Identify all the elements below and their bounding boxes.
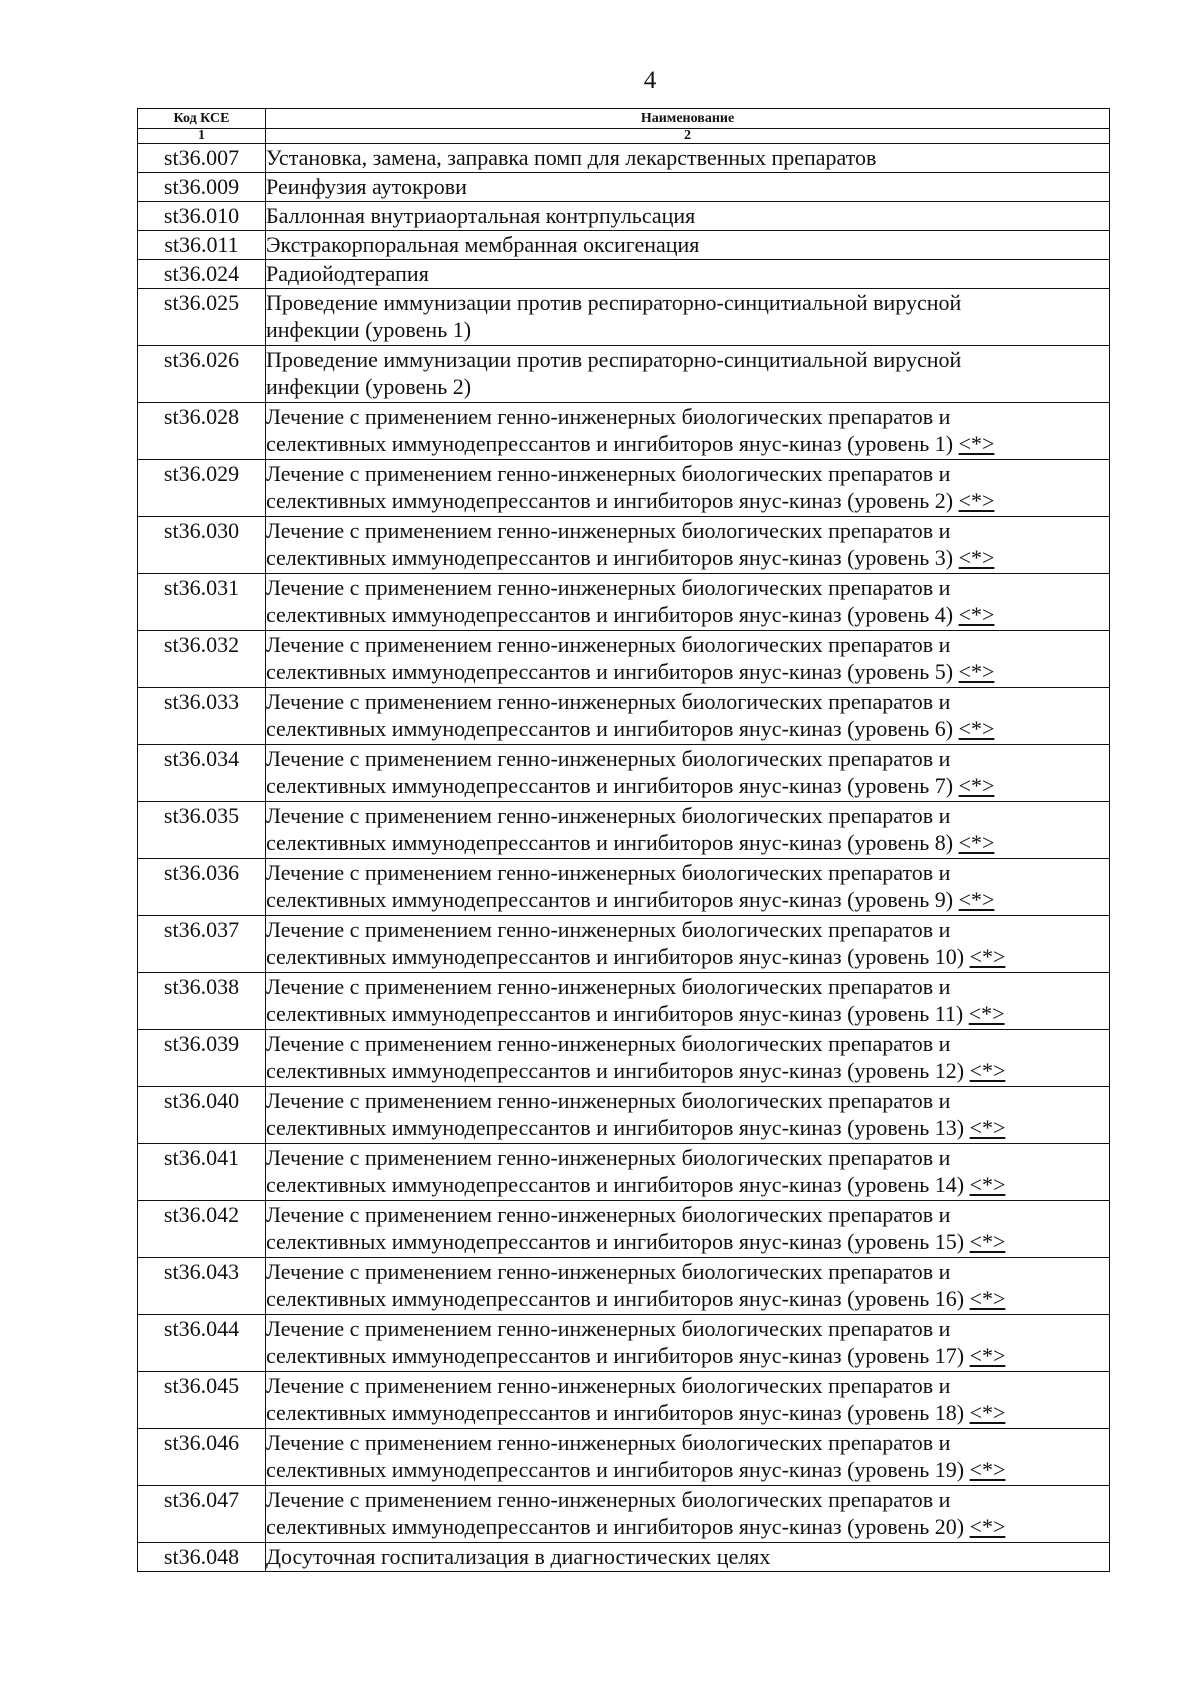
kse-name bbox=[266, 346, 1110, 403]
table-row bbox=[138, 802, 1110, 859]
kse-code: st36.048 bbox=[138, 1543, 266, 1572]
kse-name-line bbox=[266, 688, 1109, 715]
table-row bbox=[138, 745, 1110, 802]
kse-name-text: селективных иммунодепрессантов и ингибиторов янус-киназ (уровень 20) bbox=[266, 1514, 965, 1539]
kse-name-text: Лечение с применением генно-инженерных биологических препаратов и bbox=[266, 1259, 951, 1284]
table-row bbox=[138, 1030, 1110, 1087]
kse-name-line bbox=[266, 1201, 1109, 1228]
kse-name-line bbox=[266, 1228, 1109, 1255]
kse-name-line bbox=[266, 403, 1109, 430]
kse-name bbox=[266, 460, 1110, 517]
footnote-reference: <*> bbox=[969, 1343, 1006, 1368]
table-row bbox=[138, 260, 1110, 289]
kse-name bbox=[266, 1486, 1110, 1543]
table-row bbox=[138, 574, 1110, 631]
table-row bbox=[138, 1429, 1110, 1486]
kse-name-text: селективных иммунодепрессантов и ингибиторов янус-киназ (уровень 7) bbox=[266, 773, 954, 798]
kse-name-line bbox=[266, 829, 1109, 856]
footnote-reference: <*> bbox=[958, 602, 995, 627]
table-row bbox=[138, 517, 1110, 574]
kse-code: st36.031 bbox=[138, 574, 266, 631]
kse-name-text: Лечение с применением генно-инженерных биологических препаратов и bbox=[266, 632, 951, 657]
kse-name-line bbox=[266, 1258, 1109, 1285]
kse-name-text: Лечение с применением генно-инженерных биологических препаратов и bbox=[266, 803, 951, 828]
table-row bbox=[138, 1144, 1110, 1201]
kse-name-line bbox=[266, 1114, 1109, 1141]
kse-name-line bbox=[266, 173, 1109, 200]
kse-code: st36.042 bbox=[138, 1201, 266, 1258]
kse-name-line bbox=[266, 1315, 1109, 1342]
kse-name-line bbox=[266, 1285, 1109, 1312]
table-row bbox=[138, 973, 1110, 1030]
kse-name bbox=[266, 517, 1110, 574]
footnote-reference: <*> bbox=[958, 887, 995, 912]
footnote-reference: <*> bbox=[968, 1001, 1005, 1026]
kse-name-line bbox=[266, 460, 1109, 487]
kse-name-text: Лечение с применением генно-инженерных биологических препаратов и bbox=[266, 746, 951, 771]
kse-name-line bbox=[266, 487, 1109, 514]
kse-name-text: селективных иммунодепрессантов и ингибиторов янус-киназ (уровень 13) bbox=[266, 1115, 965, 1140]
table-row bbox=[138, 231, 1110, 260]
kse-name-line bbox=[266, 346, 1109, 373]
table-row bbox=[138, 1201, 1110, 1258]
kse-name-line bbox=[266, 260, 1109, 287]
table-row bbox=[138, 173, 1110, 202]
kse-name-line bbox=[266, 231, 1109, 258]
kse-table bbox=[137, 108, 1110, 1572]
kse-name-text: инфекции (уровень 1) bbox=[266, 317, 472, 342]
kse-name bbox=[266, 403, 1110, 460]
kse-name bbox=[266, 631, 1110, 688]
kse-name-text: селективных иммунодепрессантов и ингибиторов янус-киназ (уровень 14) bbox=[266, 1172, 965, 1197]
table-row bbox=[138, 1486, 1110, 1543]
kse-name-text: Лечение с применением генно-инженерных биологических препаратов и bbox=[266, 1487, 951, 1512]
kse-name-text: селективных иммунодепрессантов и ингибиторов янус-киназ (уровень 18) bbox=[266, 1400, 965, 1425]
footnote-reference: <*> bbox=[969, 1115, 1006, 1140]
kse-name-text: Лечение с применением генно-инженерных биологических препаратов и bbox=[266, 1316, 951, 1341]
kse-name-text: инфекции (уровень 2) bbox=[266, 374, 472, 399]
footnote-reference: <*> bbox=[969, 1172, 1006, 1197]
kse-name-text: Установка, замена, заправка помп для лекарственных препаратов bbox=[266, 145, 877, 170]
kse-name-text: Реинфузия аутокрови bbox=[266, 174, 467, 199]
kse-code: st36.039 bbox=[138, 1030, 266, 1087]
kse-code: st36.030 bbox=[138, 517, 266, 574]
kse-name bbox=[266, 802, 1110, 859]
kse-name-line bbox=[266, 772, 1109, 799]
header-row bbox=[138, 109, 1110, 129]
kse-name-text: селективных иммунодепрессантов и ингибиторов янус-киназ (уровень 6) bbox=[266, 716, 954, 741]
kse-name-line bbox=[266, 973, 1109, 1000]
table-row bbox=[138, 403, 1110, 460]
table-body bbox=[138, 144, 1110, 1572]
kse-name bbox=[266, 1201, 1110, 1258]
kse-code: st36.037 bbox=[138, 916, 266, 973]
kse-code: st36.010 bbox=[138, 202, 266, 231]
kse-name bbox=[266, 1372, 1110, 1429]
footnote-reference: <*> bbox=[958, 545, 995, 570]
kse-code: st36.032 bbox=[138, 631, 266, 688]
kse-name-text: Лечение с применением генно-инженерных биологических препаратов и bbox=[266, 917, 951, 942]
kse-name bbox=[266, 1429, 1110, 1486]
footnote-reference: <*> bbox=[958, 488, 995, 513]
kse-code: st36.041 bbox=[138, 1144, 266, 1201]
kse-code: st36.007 bbox=[138, 144, 266, 173]
kse-name-line bbox=[266, 943, 1109, 970]
kse-code: st36.028 bbox=[138, 403, 266, 460]
kse-name-line bbox=[266, 802, 1109, 829]
kse-name bbox=[266, 260, 1110, 289]
kse-code: st36.045 bbox=[138, 1372, 266, 1429]
kse-name-line bbox=[266, 1171, 1109, 1198]
kse-code: st36.036 bbox=[138, 859, 266, 916]
column-number-2: 2 bbox=[266, 129, 1110, 144]
kse-code: st36.033 bbox=[138, 688, 266, 745]
kse-code: st36.043 bbox=[138, 1258, 266, 1315]
kse-name-text: Экстракорпоральная мембранная оксигенация bbox=[266, 232, 700, 257]
kse-name-line bbox=[266, 1456, 1109, 1483]
kse-name bbox=[266, 202, 1110, 231]
footnote-reference: <*> bbox=[958, 830, 995, 855]
kse-name bbox=[266, 745, 1110, 802]
kse-name-text: Радиойодтерапия bbox=[266, 261, 429, 286]
kse-name-line bbox=[266, 715, 1109, 742]
kse-code: st36.044 bbox=[138, 1315, 266, 1372]
kse-name-text: Лечение с применением генно-инженерных биологических препаратов и bbox=[266, 1373, 951, 1398]
kse-name-line bbox=[266, 1030, 1109, 1057]
kse-name-text: Проведение иммунизации против респираторно-синцитиальной вирусной bbox=[266, 290, 962, 315]
kse-code: st36.029 bbox=[138, 460, 266, 517]
kse-name bbox=[266, 1030, 1110, 1087]
table-row bbox=[138, 631, 1110, 688]
kse-name-line bbox=[266, 517, 1109, 544]
kse-name-text: селективных иммунодепрессантов и ингибиторов янус-киназ (уровень 15) bbox=[266, 1229, 965, 1254]
kse-name-line bbox=[266, 601, 1109, 628]
kse-code: st36.034 bbox=[138, 745, 266, 802]
kse-name-text: Досуточная госпитализация в диагностических целях bbox=[266, 1544, 771, 1569]
kse-name bbox=[266, 231, 1110, 260]
kse-name-text: Лечение с применением генно-инженерных биологических препаратов и bbox=[266, 1088, 951, 1113]
kse-name-text: Лечение с применением генно-инженерных биологических препаратов и bbox=[266, 1145, 951, 1170]
kse-name-line bbox=[266, 316, 1109, 343]
kse-code: st36.046 bbox=[138, 1429, 266, 1486]
kse-code: st36.025 bbox=[138, 289, 266, 346]
kse-name-line bbox=[266, 1057, 1109, 1084]
footnote-reference: <*> bbox=[969, 1514, 1006, 1539]
table-row bbox=[138, 1372, 1110, 1429]
kse-code: st36.011 bbox=[138, 231, 266, 260]
kse-name bbox=[266, 574, 1110, 631]
kse-code: st36.009 bbox=[138, 173, 266, 202]
footnote-reference: <*> bbox=[969, 944, 1006, 969]
kse-name-line bbox=[266, 1372, 1109, 1399]
kse-name-line bbox=[266, 544, 1109, 571]
kse-name-line bbox=[266, 745, 1109, 772]
kse-name bbox=[266, 1543, 1110, 1572]
kse-name-text: селективных иммунодепрессантов и ингибиторов янус-киназ (уровень 10) bbox=[266, 944, 965, 969]
kse-code: st36.035 bbox=[138, 802, 266, 859]
footnote-reference: <*> bbox=[969, 1229, 1006, 1254]
kse-name bbox=[266, 916, 1110, 973]
kse-name-line bbox=[266, 574, 1109, 601]
kse-name bbox=[266, 1258, 1110, 1315]
footnote-reference: <*> bbox=[969, 1286, 1006, 1311]
kse-name-text: Лечение с применением генно-инженерных биологических препаратов и bbox=[266, 1202, 951, 1227]
header-code: Код КСЕ bbox=[138, 109, 266, 129]
footnote-reference: <*> bbox=[958, 773, 995, 798]
kse-code: st36.038 bbox=[138, 973, 266, 1030]
kse-name-line bbox=[266, 430, 1109, 457]
kse-name-line bbox=[266, 658, 1109, 685]
kse-name-line bbox=[266, 886, 1109, 913]
kse-name-text: селективных иммунодепрессантов и ингибиторов янус-киназ (уровень 2) bbox=[266, 488, 954, 513]
table-row bbox=[138, 1087, 1110, 1144]
kse-name-line bbox=[266, 1399, 1109, 1426]
table-row bbox=[138, 859, 1110, 916]
kse-name-text: Лечение с применением генно-инженерных биологических препаратов и bbox=[266, 1031, 951, 1056]
kse-name-line bbox=[266, 916, 1109, 943]
kse-code: st36.047 bbox=[138, 1486, 266, 1543]
kse-name-line bbox=[266, 1543, 1109, 1570]
footnote-reference: <*> bbox=[958, 431, 995, 456]
kse-name bbox=[266, 859, 1110, 916]
table-row bbox=[138, 289, 1110, 346]
kse-name-line bbox=[266, 373, 1109, 400]
kse-name-text: селективных иммунодепрессантов и ингибиторов янус-киназ (уровень 16) bbox=[266, 1286, 965, 1311]
kse-name-line bbox=[266, 1087, 1109, 1114]
table-row bbox=[138, 1258, 1110, 1315]
kse-name-text: Лечение с применением генно-инженерных биологических препаратов и bbox=[266, 974, 951, 999]
page-number: 4 bbox=[643, 67, 657, 94]
kse-name-text: селективных иммунодепрессантов и ингибиторов янус-киназ (уровень 19) bbox=[266, 1457, 965, 1482]
kse-name-text: селективных иммунодепрессантов и ингибиторов янус-киназ (уровень 4) bbox=[266, 602, 954, 627]
kse-name bbox=[266, 1087, 1110, 1144]
kse-name-text: Лечение с применением генно-инженерных биологических препаратов и bbox=[266, 860, 951, 885]
kse-name-text: селективных иммунодепрессантов и ингибиторов янус-киназ (уровень 1) bbox=[266, 431, 954, 456]
kse-name-text: Проведение иммунизации против респираторно-синцитиальной вирусной bbox=[266, 347, 962, 372]
column-number-1: 1 bbox=[138, 129, 266, 144]
kse-name-text: селективных иммунодепрессантов и ингибиторов янус-киназ (уровень 3) bbox=[266, 545, 954, 570]
table-row bbox=[138, 460, 1110, 517]
kse-name bbox=[266, 173, 1110, 202]
kse-name-text: селективных иммунодепрессантов и ингибиторов янус-киназ (уровень 17) bbox=[266, 1343, 965, 1368]
table-row bbox=[138, 144, 1110, 173]
kse-name-text: Лечение с применением генно-инженерных биологических препаратов и bbox=[266, 518, 951, 543]
kse-name-line bbox=[266, 1486, 1109, 1513]
kse-name-text: селективных иммунодепрессантов и ингибиторов янус-киназ (уровень 5) bbox=[266, 659, 954, 684]
kse-name-text: Лечение с применением генно-инженерных биологических препаратов и bbox=[266, 404, 951, 429]
table-row bbox=[138, 688, 1110, 745]
footnote-reference: <*> bbox=[958, 716, 995, 741]
kse-code: st36.040 bbox=[138, 1087, 266, 1144]
kse-name-text: Лечение с применением генно-инженерных биологических препаратов и bbox=[266, 461, 951, 486]
kse-code: st36.026 bbox=[138, 346, 266, 403]
kse-name-line bbox=[266, 859, 1109, 886]
kse-name-line bbox=[266, 1144, 1109, 1171]
table-row bbox=[138, 1315, 1110, 1372]
kse-name-text: Лечение с применением генно-инженерных биологических препаратов и bbox=[266, 575, 951, 600]
kse-name bbox=[266, 1144, 1110, 1201]
kse-name bbox=[266, 973, 1110, 1030]
kse-name-text: Лечение с применением генно-инженерных биологических препаратов и bbox=[266, 689, 951, 714]
kse-name-line bbox=[266, 1513, 1109, 1540]
kse-name-line bbox=[266, 631, 1109, 658]
footnote-reference: <*> bbox=[958, 659, 995, 684]
kse-name-text: селективных иммунодепрессантов и ингибиторов янус-киназ (уровень 11) bbox=[266, 1001, 964, 1026]
kse-name-line bbox=[266, 144, 1109, 171]
table-row bbox=[138, 346, 1110, 403]
kse-name-line bbox=[266, 202, 1109, 229]
kse-name-line bbox=[266, 1000, 1109, 1027]
kse-code: st36.024 bbox=[138, 260, 266, 289]
table-row bbox=[138, 916, 1110, 973]
kse-name bbox=[266, 289, 1110, 346]
column-number-row bbox=[138, 129, 1110, 144]
kse-name-text: селективных иммунодепрессантов и ингибиторов янус-киназ (уровень 9) bbox=[266, 887, 954, 912]
table-row bbox=[138, 202, 1110, 231]
header-name: Наименование bbox=[266, 109, 1110, 129]
table-row bbox=[138, 1543, 1110, 1572]
kse-name-text: селективных иммунодепрессантов и ингибиторов янус-киназ (уровень 12) bbox=[266, 1058, 965, 1083]
kse-name-text: Баллонная внутриаортальная контрпульсация bbox=[266, 203, 696, 228]
kse-name-line bbox=[266, 1429, 1109, 1456]
footnote-reference: <*> bbox=[969, 1400, 1006, 1425]
footnote-reference: <*> bbox=[969, 1058, 1006, 1083]
kse-name bbox=[266, 688, 1110, 745]
kse-name-text: Лечение с применением генно-инженерных биологических препаратов и bbox=[266, 1430, 951, 1455]
kse-name bbox=[266, 1315, 1110, 1372]
kse-name bbox=[266, 144, 1110, 173]
footnote-reference: <*> bbox=[969, 1457, 1006, 1482]
kse-name-line bbox=[266, 1342, 1109, 1369]
kse-name-text: селективных иммунодепрессантов и ингибиторов янус-киназ (уровень 8) bbox=[266, 830, 954, 855]
kse-name-line bbox=[266, 289, 1109, 316]
